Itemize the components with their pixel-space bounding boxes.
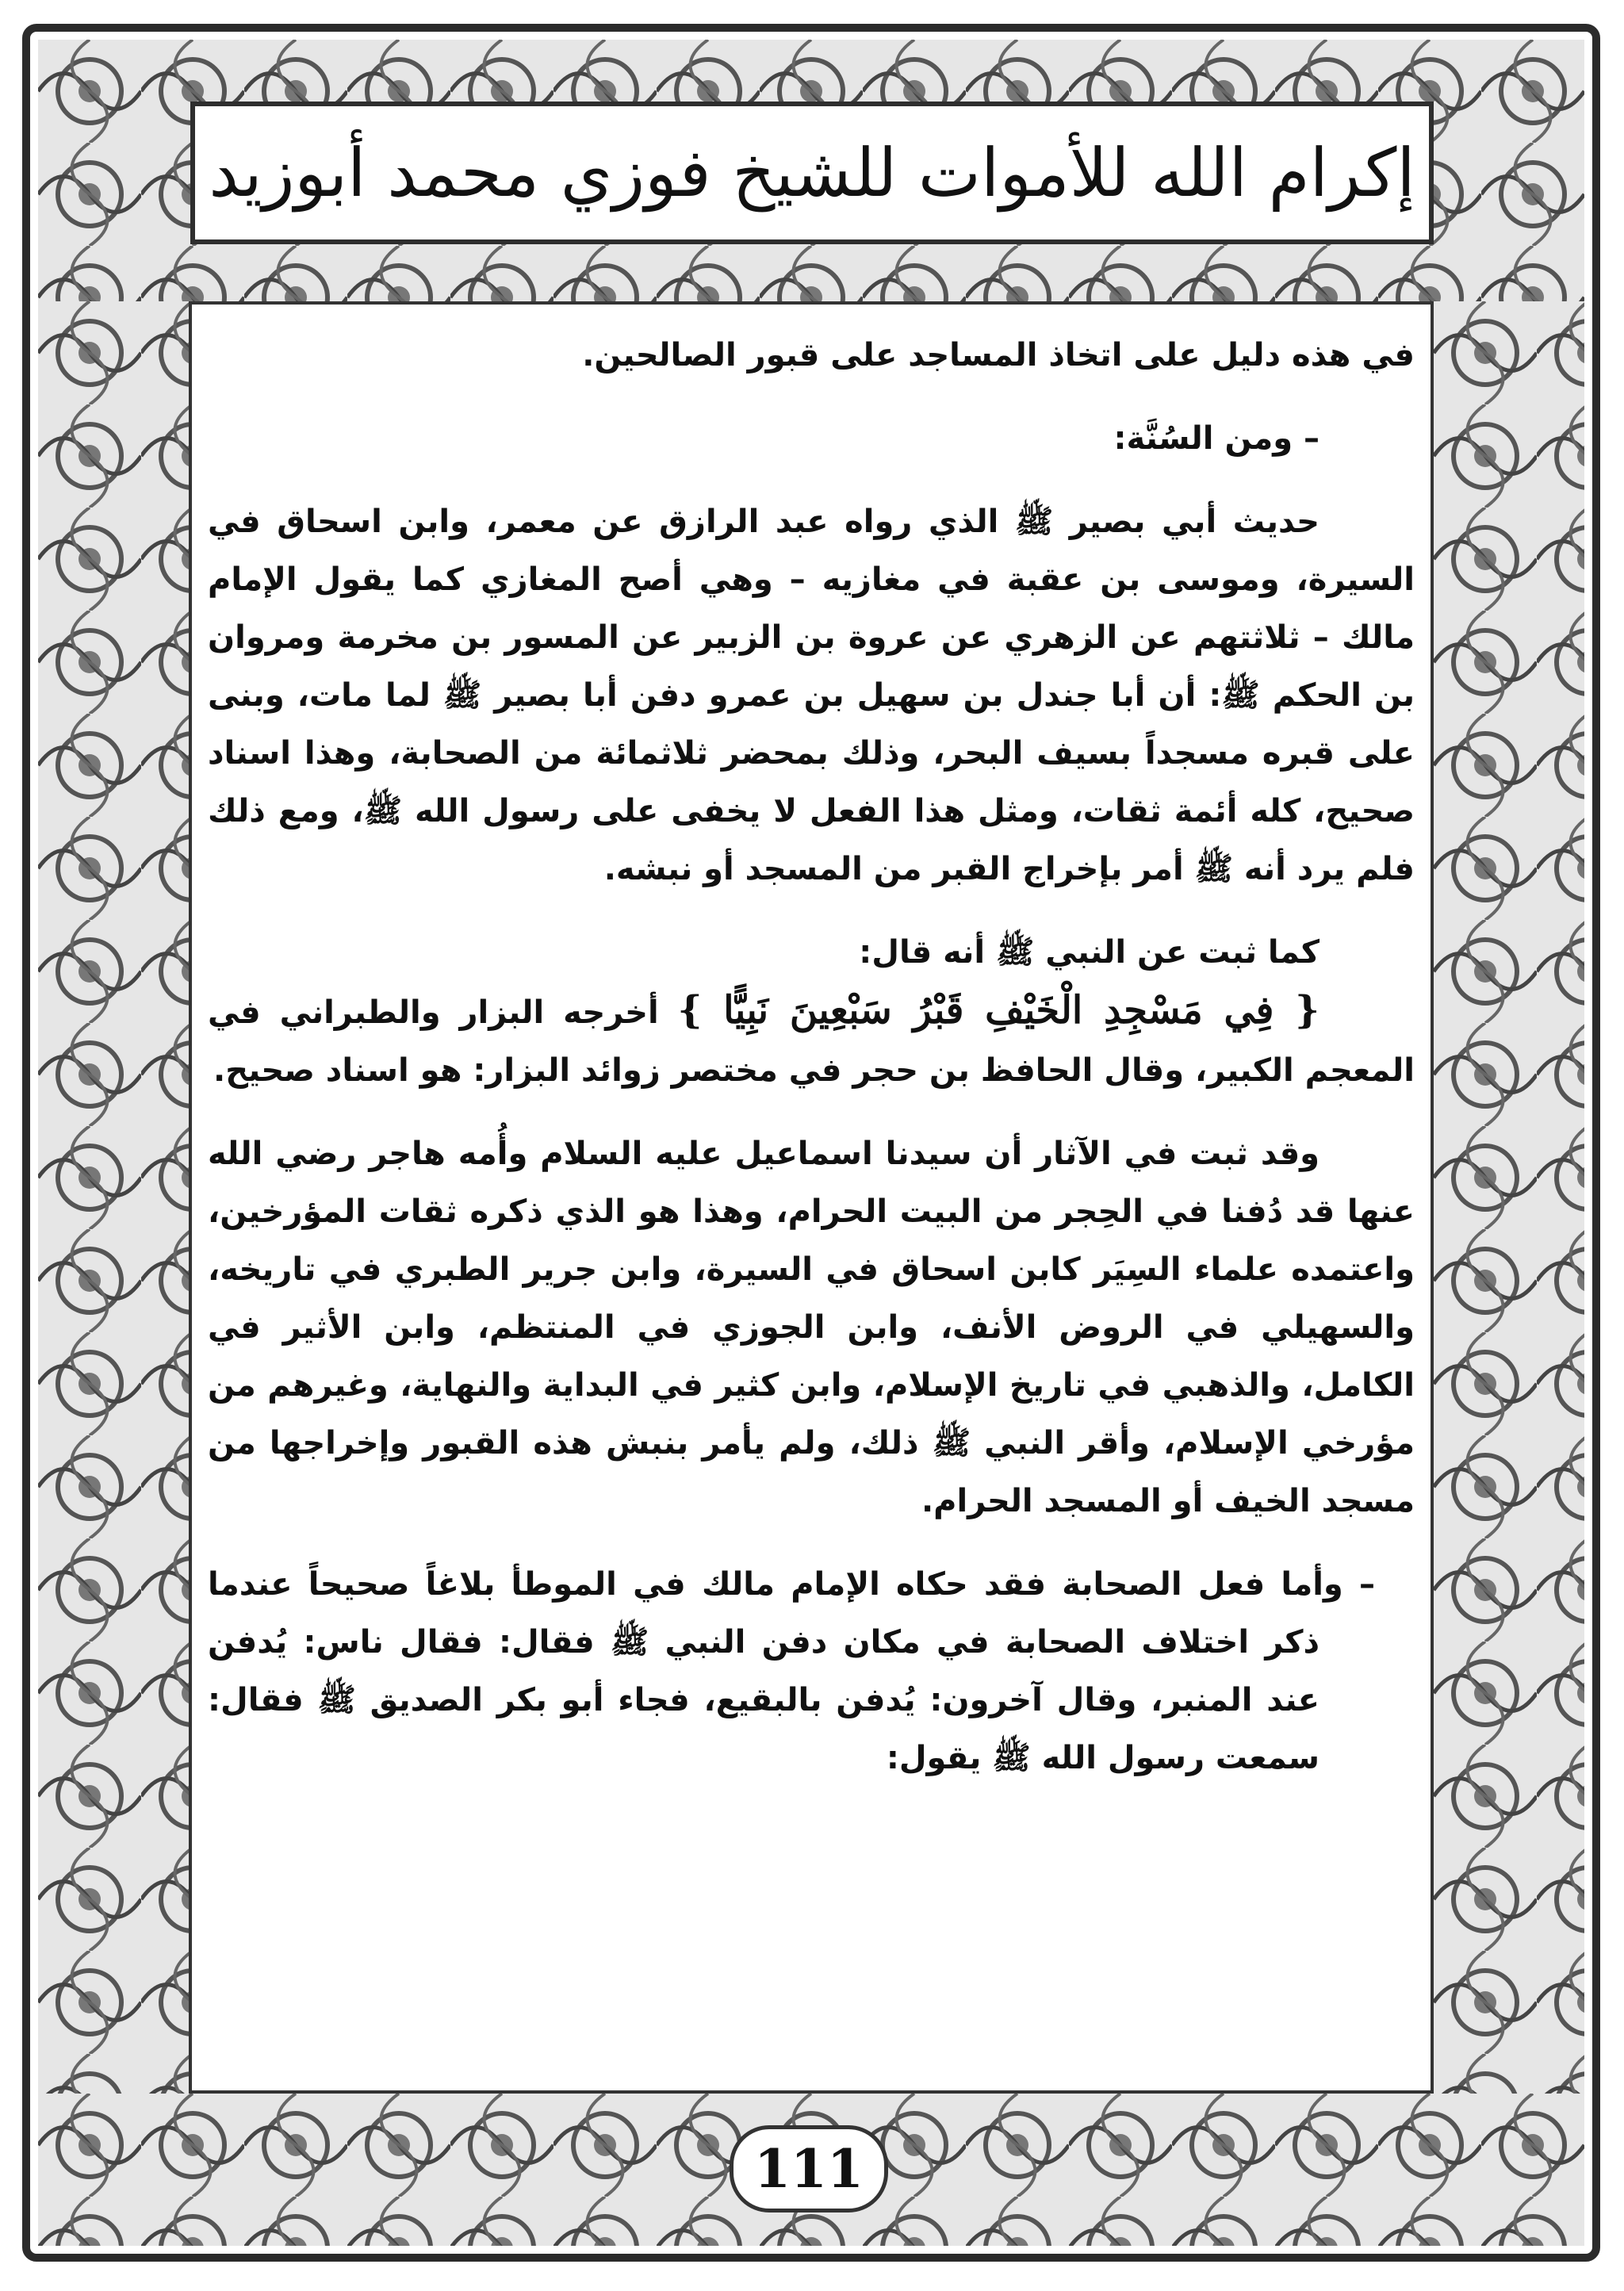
paragraph-1: في هذه دليل على اتخاذ المساجد على قبور الصالحين. [582,337,1415,374]
hadith-source: أخرجه البزار والطبراني في المعجم الكبير، وقال الحافظ بن حجر في مختصر زوائد البزار: هو اسناد صحيح. [208,994,1415,1089]
body-text [208,301,1415,1787]
paragraph-hadith-abu-basir: حديث أبي بصير ﷺ الذي رواه عبد الرازق عن معمر، وابن اسحاق في السيرة، وموسى بن عقبة في مغازيه – وهي أصح المغازي كما يقول الإمام مالك – ثلاثتهم عن الزهري عن عروة بن الزبير عن المسور بن مخرمة ومروان بن الحكم ﷺ: أن أبا جندل بن سهيل بن عمرو دفن أبا بصير ﷺ لما مات، وبنى على قبره مسجداً بسيف البحر، وذلك بمحضر ثلاثمائة من الصحابة، وهذا اسناد صحيح، كله أئمة ثقات، ومثل هذا الفعل لا يخفى على رسول الله ﷺ، ومع ذلك فلم يرد أنه ﷺ أمر بإخراج القبر من المسجد أو نبشه. [208,504,1415,887]
title-banner [190,102,1434,244]
paragraph-sunnah-heading: – ومن السُنَّة: [1113,420,1320,457]
page-title: إكرام الله للأموات للشيخ فوزي محمد أبوزيد [209,134,1415,212]
paragraph-khaif-hadith [208,982,1415,1100]
page-number-badge [730,2125,888,2212]
page-number: 111 [754,2138,864,2200]
paragraph-prophet-said: كما ثبت عن النبي ﷺ أنه قال: [859,934,1320,971]
hadith-quote: { فِي مَسْجِدِ الْخَيْفِ قَبْرُ سَبْعِينَ نَبِيًّا } [677,988,1320,1032]
paragraph-companions: – وأما فعل الصحابة فقد حكاه الإمام مالك في الموطأ بلاغاً صحيحاً عندما ذكر اختلاف الصحابة في مكان دفن النبي ﷺ فقال: فقال ناس: يُدفن عند المنبر، وقال آخرون: يُدفن بالبقيع، فجاء أبو بكر الصديق ﷺ فقال: سمعت رسول الله ﷺ يقول: [208,1566,1375,1776]
paragraph-ismail-burial: وقد ثبت في الآثار أن سيدنا اسماعيل عليه السلام وأُمه هاجر رضي الله عنها قد دُفنا في الحِجر من البيت الحرام، وهذا هو الذي ذكره ثقات المؤرخين، واعتمده علماء السِيَر كابن اسحاق في السيرة، وابن جرير الطبري في تاريخه، والسهيلي في الروض الأنف، وابن الجوزي في المنتظم، وابن الأثير في الكامل، والذهبي في تاريخ الإسلام، وابن كثير في البداية والنهاية، وغيرهم من مؤرخي الإسلام، وأقر النبي ﷺ ذلك، ولم يأمر بنبش هذه القبور وإخراجها من مسجد الخيف أو المسجد الحرام. [208,1136,1415,1519]
